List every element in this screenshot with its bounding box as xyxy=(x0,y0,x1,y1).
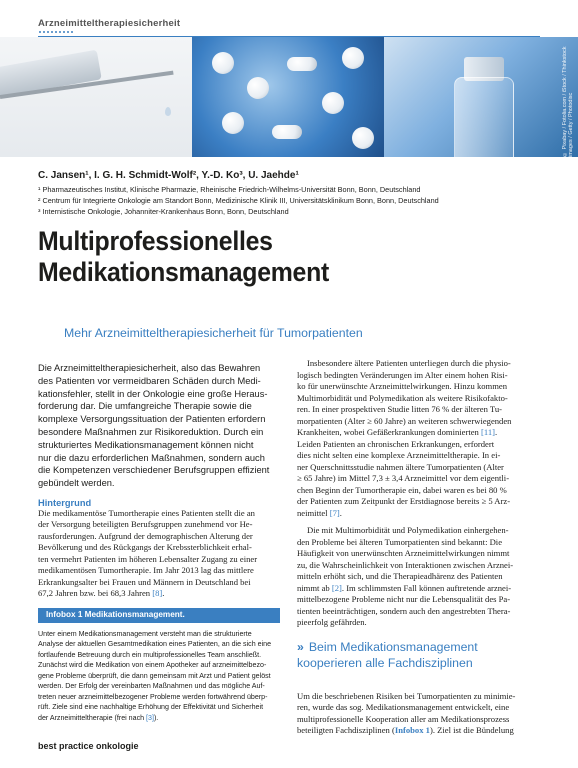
infobox-line xyxy=(38,713,280,724)
body-line: ren. In einer prospektiven Studie litten 76 % der älteren Tu- xyxy=(297,404,503,414)
article-title xyxy=(38,226,329,288)
lead-line: forderung dar. Die umfangreiche Therapie sowie die xyxy=(38,401,252,412)
infobox-line: treten neuer arzneimittelbezogener Probleme werden fortwährend überp- xyxy=(38,692,268,701)
section-heading-medikationsmanagement xyxy=(297,639,539,671)
affiliation: ¹ Pharmazeutisches Institut, Klinische Pharmazie, Rheinische Friedrich-Wilhelms-Universität Bonn, Bonn, Deutschland xyxy=(38,185,421,194)
affiliation: ³ Internistische Onkologie, Johanniter-Krankenhaus Bonn, Bonn, Deutschland xyxy=(38,207,289,216)
heading-line: kooperieren alle Fachdisziplinen xyxy=(297,655,473,670)
infobox-line: werden. Der Erfolg der vereinbarten Maßnahmen und das mögliche Auf- xyxy=(38,682,265,691)
pill xyxy=(222,112,244,134)
pill xyxy=(352,127,374,149)
body-line: Multimorbidität und Polymedikation als weitere Risikofakto- xyxy=(297,392,508,403)
body-line: ko für unerwünschte Arzneimittelwirkungen. Hinzu kommen xyxy=(297,381,508,391)
body-line: ≥ 65 Jahre) im Mittel 7,3 ± 3,4 Arzneimittel vor dem eigentli- xyxy=(297,473,510,483)
body-text: Krankheiten, wobei Gefäßerkrankungen dominierten xyxy=(297,427,481,437)
right-paragraph-2 xyxy=(297,525,539,629)
infobox-heading: Infobox 1 Medikationsmanagement. xyxy=(38,608,280,623)
reference-link[interactable]: [3] xyxy=(146,713,154,722)
authors: C. Jansen¹, I. G. H. Schmidt-Wolf², Y.-D. Ko³, U. Jaehde¹ xyxy=(38,170,299,181)
pill xyxy=(342,47,364,69)
infobox-body xyxy=(38,629,280,724)
body-text: nimmt ab xyxy=(297,582,332,593)
paragraph-gap xyxy=(297,671,539,691)
droplet xyxy=(165,107,171,116)
infobox-line: fortlaufende Betreuung durch ein multiprofessionelles Team anschließt. xyxy=(38,650,262,659)
body-line xyxy=(297,427,539,439)
section-label: Arzneimitteltherapiesicherheit xyxy=(38,18,181,29)
right-column xyxy=(297,358,539,737)
body-text: . Im schlimmsten Fall können auftretende arznei- xyxy=(341,582,512,593)
lead-line: die Kompetenzen verschiedener Berufsgruppen effizient xyxy=(38,465,270,476)
body-line: ner Querschnittsstudie nahmen ältere Tumorpatienten (Alter xyxy=(297,461,504,472)
pill xyxy=(247,77,269,99)
heading-line xyxy=(297,639,539,655)
reference-link[interactable]: [7] xyxy=(329,507,340,518)
body-text: neimittel xyxy=(297,507,330,518)
body-line xyxy=(297,508,539,520)
journal-name: best practice onkologie xyxy=(38,741,139,751)
body-line: Die mit Multimorbidität und Polymedikation einhergehen- xyxy=(307,525,509,535)
capsule xyxy=(287,57,317,71)
banner-image xyxy=(0,37,578,157)
lead-line: nur die dazu erforderlichen Maßnahmen, sondern auch xyxy=(38,452,265,463)
right-paragraph-3 xyxy=(297,691,539,737)
body-text: . xyxy=(494,427,498,437)
pills-image xyxy=(192,37,384,157)
infobox-link[interactable]: Infobox 1 xyxy=(394,725,430,735)
syringe-image xyxy=(0,37,192,157)
title-line: Medikationsmanagement xyxy=(38,257,329,287)
lead-line: des Patienten vor vermeidbaren Schäden durch Medi- xyxy=(38,375,261,386)
body-line xyxy=(297,583,539,595)
pill xyxy=(322,92,344,114)
left-column xyxy=(38,362,280,723)
reference-link[interactable]: [8] xyxy=(152,588,163,599)
pill xyxy=(212,52,234,74)
lead-abstract xyxy=(38,362,280,490)
title-line: Multiprofessionelles xyxy=(38,226,273,256)
body-line: zu, die Wahrscheinlichkeit von Interaktionen zwischen Arznei- xyxy=(297,559,514,570)
body-text: 67,2 Jahren bzw. bei 68,3 Jahren xyxy=(38,588,153,599)
body-line: Leiden Patienten an chronischen Erkrankungen, erfordert xyxy=(297,438,495,449)
body-line: multiprofessionelle Kooperation aller am Medikationsprozess xyxy=(297,713,510,724)
lead-line: gebündelt werden. xyxy=(38,478,115,489)
double-chevron-right-icon: » xyxy=(297,639,304,654)
body-line: morpatienten (Alter ≥ 60 Jahre) an weiteren schwerwiegenden xyxy=(297,415,512,426)
body-line: Die medikamentöse Tumortherapie eines Patienten stellt die an xyxy=(38,507,255,518)
vial xyxy=(454,77,514,157)
body-line: ten vermehrt Patienten im höheren Lebensalter Zugang zu einer xyxy=(38,553,258,564)
body-line: pieerfolg gefährden. xyxy=(297,617,367,627)
lead-line: komplexe Versorgungssituation der Patienten erfordern xyxy=(38,414,266,425)
body-text: . xyxy=(339,507,342,518)
body-line: mitteln erhöht sich, und die Therapieadhärenz des Patienten xyxy=(297,571,503,581)
lead-line: Die Arzneimitteltherapiesicherheit, also das Bewahren xyxy=(38,363,261,373)
reference-link[interactable]: [11] xyxy=(480,427,495,437)
body-text: beteiligten Fachdisziplinen ( xyxy=(297,725,395,735)
infobox-line: gene Probleme überprüft, die dann gemeinsam mit Arzt und Patient gelöst xyxy=(38,671,271,680)
body-line: rausforderungen. Aufgrund der demographischen Alterung der xyxy=(38,530,253,541)
infobox-line: Zunächst wird die Medikation von einem Apotheker auf arzneimittelbezo- xyxy=(38,661,267,670)
affiliation: ² Centrum für Integrierte Onkologie am Standort Bonn, Medizinische Klinik III, Universitätsklinikum Bonn, Bonn, Deutschland xyxy=(38,196,439,205)
affiliations xyxy=(38,184,439,217)
body-line: Erkrankungsalter bei Frauen und Männern in Deutschland bei xyxy=(38,576,251,587)
body-line: den Probleme bei älteren Tumorpatienten sind bekannt: Die xyxy=(297,536,503,547)
body-line: medikamentösen Tumortherapie. Im Jahr 2013 lag das mittlere xyxy=(38,565,254,576)
article-subtitle: Mehr Arzneimitteltherapiesicherheit für Tumorpatienten xyxy=(64,326,363,340)
lead-line: besondere Maßnahmen zur Risikoreduktion. Durch ein xyxy=(38,426,264,437)
body-line: Insbesondere ältere Patienten unterliegen durch die physio- xyxy=(307,358,511,368)
body-line: ren, wurde das sog. Medikationsmanagement entwickelt, eine xyxy=(297,702,510,712)
hintergrund-body xyxy=(38,508,280,600)
body-line: tienten beeinträchtigen, sondern auch den angestrebten Thera- xyxy=(297,605,511,616)
capsule xyxy=(272,125,302,139)
body-line: logisch bedingten Veränderungen im Alter einem hohen Risi- xyxy=(297,369,508,380)
infobox-line: Analyse der aktuellen Gesamtmedikation eines Patienten, an die sich eine xyxy=(38,640,272,649)
header-dots-decoration xyxy=(38,31,74,33)
heading-text: Beim Medikationsmanagement xyxy=(308,639,478,654)
vial-image xyxy=(384,37,578,157)
body-line: der Versorgung beteiligten Berufsgruppen zunehmend vor He- xyxy=(38,519,253,530)
body-line: mittelbezogene Probleme nicht nur die Lebensqualität des Pa- xyxy=(297,594,511,604)
infobox-line: Unter einem Medikationsmanagement versteht man die strukturierte xyxy=(38,629,252,638)
section-heading-hintergrund: Hintergrund xyxy=(38,497,92,508)
body-line: Bevölkerung und des Rückgangs der Krebssterblichkeit erhal- xyxy=(38,542,252,553)
body-text: . xyxy=(162,588,165,599)
lead-line: strukturiertes Medikationsmanagement können nicht xyxy=(38,439,254,450)
photo-credit: © Pixabay / Fotolia.com / iStock / Thinkstock images / Getty / Photodisc xyxy=(562,46,574,157)
infobox-line: rüft. Ziele sind eine nachhaltige Erhöhung der Effektivität und Sicherheit xyxy=(38,703,264,712)
infobox-text: ). xyxy=(153,713,159,722)
lead-line: kationsfehler, stellt in der Onkologie eine große Heraus- xyxy=(38,388,268,399)
body-line: dies nicht selten eine komplexe Arzneimitteltherapie. In ei- xyxy=(297,450,501,460)
body-line: chen Beginn der Tumortherapie ein, dabei waren es bei 80 % xyxy=(297,484,507,495)
body-line xyxy=(297,725,539,737)
body-line: der Patienten zum Zeitpunkt der Erstdiagnose bereits ≥ 5 Arz- xyxy=(297,496,511,506)
body-line: Um die beschriebenen Risiken bei Tumorpatienten zu minimie- xyxy=(297,690,516,701)
infobox-text: der Arzneimitteltherapie (frei nach xyxy=(38,713,147,722)
body-text: ). Ziel ist die Bündelung xyxy=(429,725,514,735)
reference-link[interactable]: [2] xyxy=(331,582,342,593)
body-line xyxy=(38,588,280,600)
right-paragraph-1 xyxy=(297,358,539,519)
body-line: Häufigkeit von unerwünschten Arzneimittelwirkungen nimmt xyxy=(297,548,510,558)
